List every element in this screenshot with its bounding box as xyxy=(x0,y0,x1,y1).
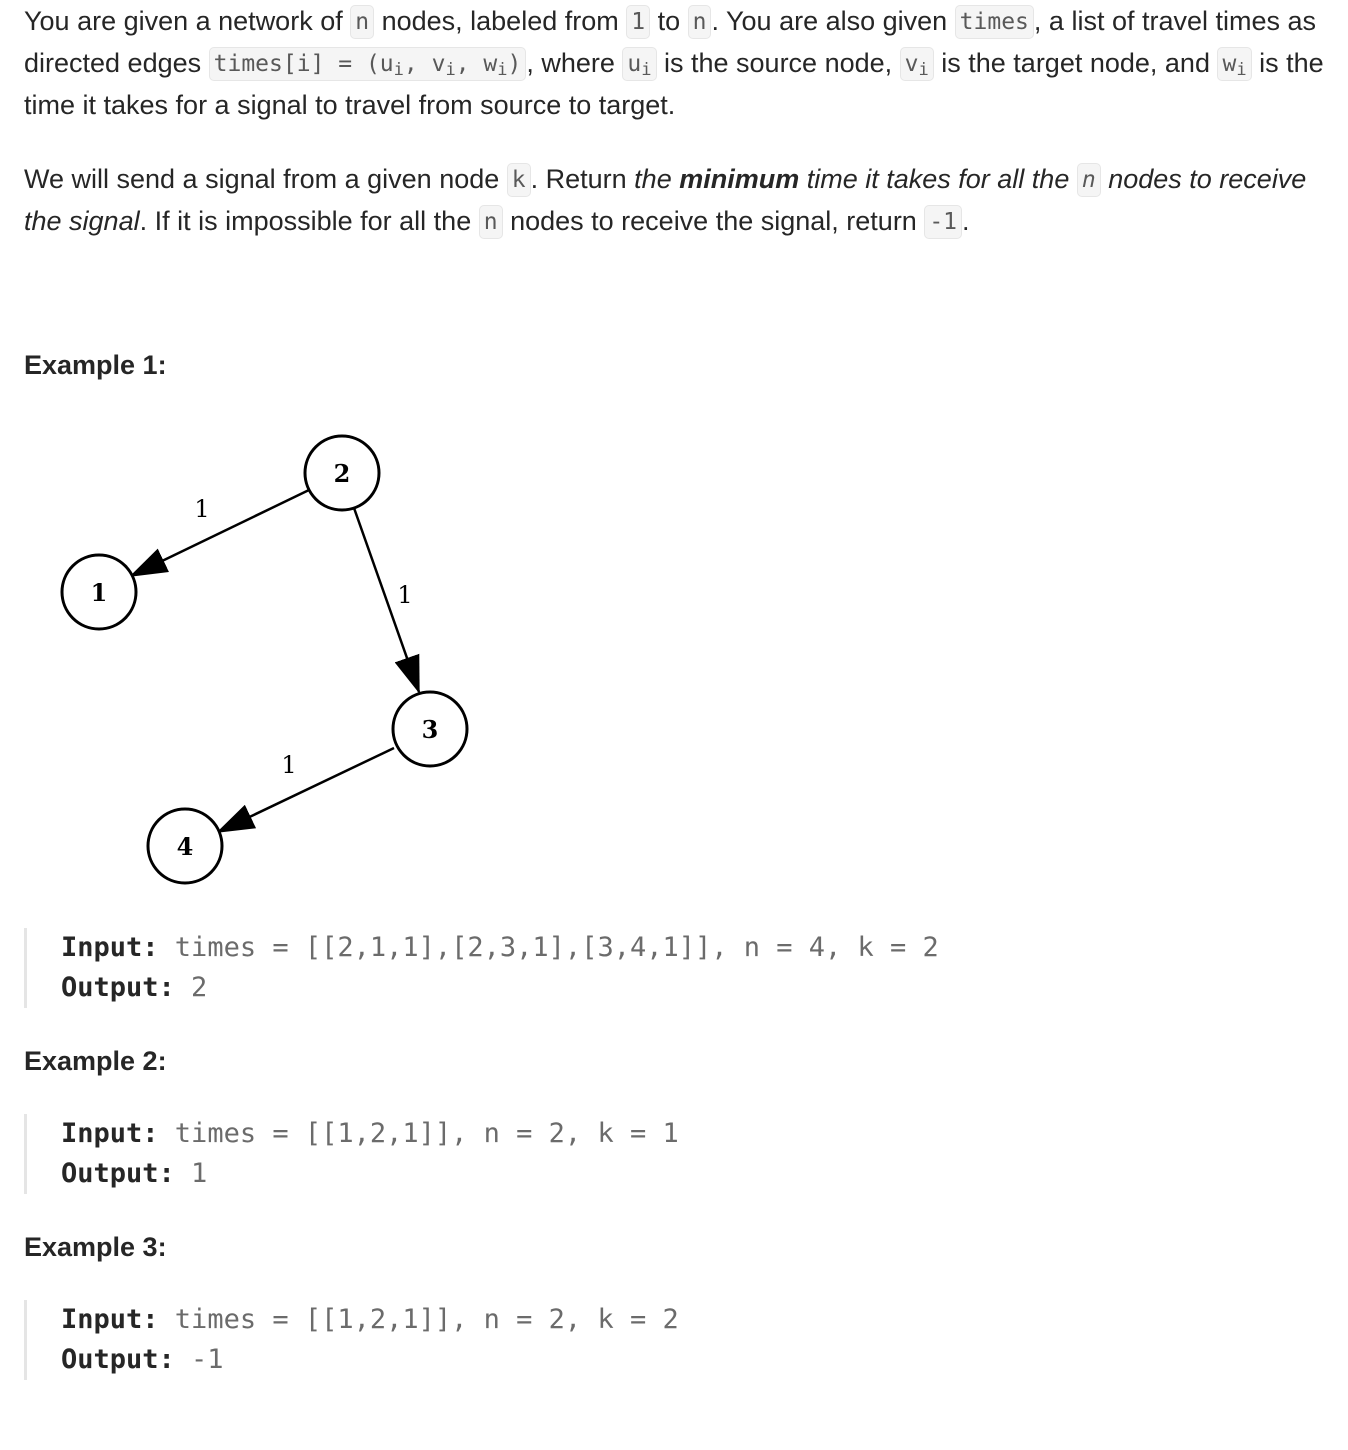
inline-code-edge xyxy=(209,47,527,81)
subscript: i xyxy=(393,60,404,80)
text: nodes, labeled from xyxy=(374,6,627,36)
subscript: i xyxy=(641,60,652,80)
text: , where xyxy=(526,48,623,78)
example-2-title: Example 2: xyxy=(24,1046,167,1076)
inline-code-u xyxy=(622,47,656,81)
edge-weight-2-3: 1 xyxy=(397,581,413,609)
inline-code-times: times xyxy=(955,5,1034,39)
text: nodes to receive the signal, return xyxy=(502,206,925,236)
example-output-line xyxy=(61,968,1061,1008)
example-2-block xyxy=(24,1114,1061,1194)
text: time it takes for all the xyxy=(799,164,1077,194)
example-input-line xyxy=(61,1114,1061,1154)
input-value: times = [[1,2,1]], n = 2, k = 2 xyxy=(158,1304,679,1335)
output-value: 2 xyxy=(174,972,208,1003)
example-output-line xyxy=(61,1340,1061,1380)
graph-node-label: 4 xyxy=(176,832,194,861)
inline-code-neg-one: -1 xyxy=(924,205,962,239)
example-1-graph xyxy=(32,422,492,892)
inline-code-n: n xyxy=(479,205,503,239)
input-value: times = [[1,2,1]], n = 2, k = 1 xyxy=(158,1118,679,1149)
strong-text: minimum xyxy=(679,164,800,194)
output-label: Output: xyxy=(61,972,175,1003)
code-part: ) xyxy=(507,51,522,77)
graph-node-label: 2 xyxy=(333,459,351,488)
inline-code-n: n xyxy=(350,5,374,39)
graph-node-label: 1 xyxy=(90,578,108,607)
problem-paragraph-2 xyxy=(24,158,1324,242)
code-part: , v xyxy=(403,51,446,77)
input-label: Input: xyxy=(61,932,159,963)
problem-paragraph-1 xyxy=(24,0,1324,126)
edge-2-1 xyxy=(131,490,309,576)
inline-code-n: n xyxy=(1077,163,1101,197)
text: . xyxy=(962,206,970,236)
inline-code-1: 1 xyxy=(626,5,650,39)
text: , a list of travel times as directed edges xyxy=(24,6,1317,78)
input-value: times = [[2,1,1],[2,3,1],[3,4,1]], n = 4, k = 2 xyxy=(158,932,939,963)
edge-3-4 xyxy=(218,748,394,832)
graph-node-4 xyxy=(148,809,222,883)
inline-code-v xyxy=(900,47,934,81)
code-part: v xyxy=(904,51,919,77)
graph-node-1 xyxy=(62,555,136,629)
example-1-block xyxy=(24,928,1061,1008)
example-input-line xyxy=(61,1300,1061,1340)
graph-node-3 xyxy=(393,692,467,766)
text: the xyxy=(634,164,680,194)
output-value: 1 xyxy=(174,1158,208,1189)
input-label: Input: xyxy=(61,1118,159,1149)
text: You are given a network of xyxy=(24,6,351,36)
text: is the time it takes for a signal to travel from source to target. xyxy=(24,48,1324,120)
example-output-line xyxy=(61,1154,1061,1194)
code-part: times[i] = (u xyxy=(213,51,394,77)
text: . You are also given xyxy=(711,6,955,36)
output-label: Output: xyxy=(61,1158,175,1189)
text: nodes to receive the signal xyxy=(24,164,1307,236)
graph-node-2 xyxy=(305,436,379,510)
example-1-title: Example 1: xyxy=(24,350,167,380)
edge-weight-3-4: 1 xyxy=(281,751,297,779)
subscript: i xyxy=(1236,60,1247,80)
example-3-title: Example 3: xyxy=(24,1232,167,1262)
code-part: , w xyxy=(455,51,498,77)
text: is the target node, and xyxy=(933,48,1218,78)
input-label: Input: xyxy=(61,1304,159,1335)
inline-code-n: n xyxy=(688,5,712,39)
output-label: Output: xyxy=(61,1344,175,1375)
problem-content xyxy=(24,0,1324,1375)
text: to xyxy=(650,6,688,36)
inline-code-k: k xyxy=(507,163,531,197)
graph-node-label: 3 xyxy=(421,715,439,744)
subscript: i xyxy=(445,60,456,80)
code-part: u xyxy=(627,51,642,77)
text: is the source node, xyxy=(656,48,900,78)
code-part: w xyxy=(1222,51,1237,77)
text: . Return xyxy=(530,164,635,194)
output-value: -1 xyxy=(174,1344,224,1375)
edge-weight-2-1: 1 xyxy=(194,495,210,523)
text: We will send a signal from a given node xyxy=(24,164,507,194)
example-3-block xyxy=(24,1300,1061,1380)
text: . If it is impossible for all the xyxy=(139,206,479,236)
subscript: i xyxy=(497,60,508,80)
example-input-line xyxy=(61,928,1061,968)
inline-code-w xyxy=(1217,47,1251,81)
subscript: i xyxy=(918,60,929,80)
